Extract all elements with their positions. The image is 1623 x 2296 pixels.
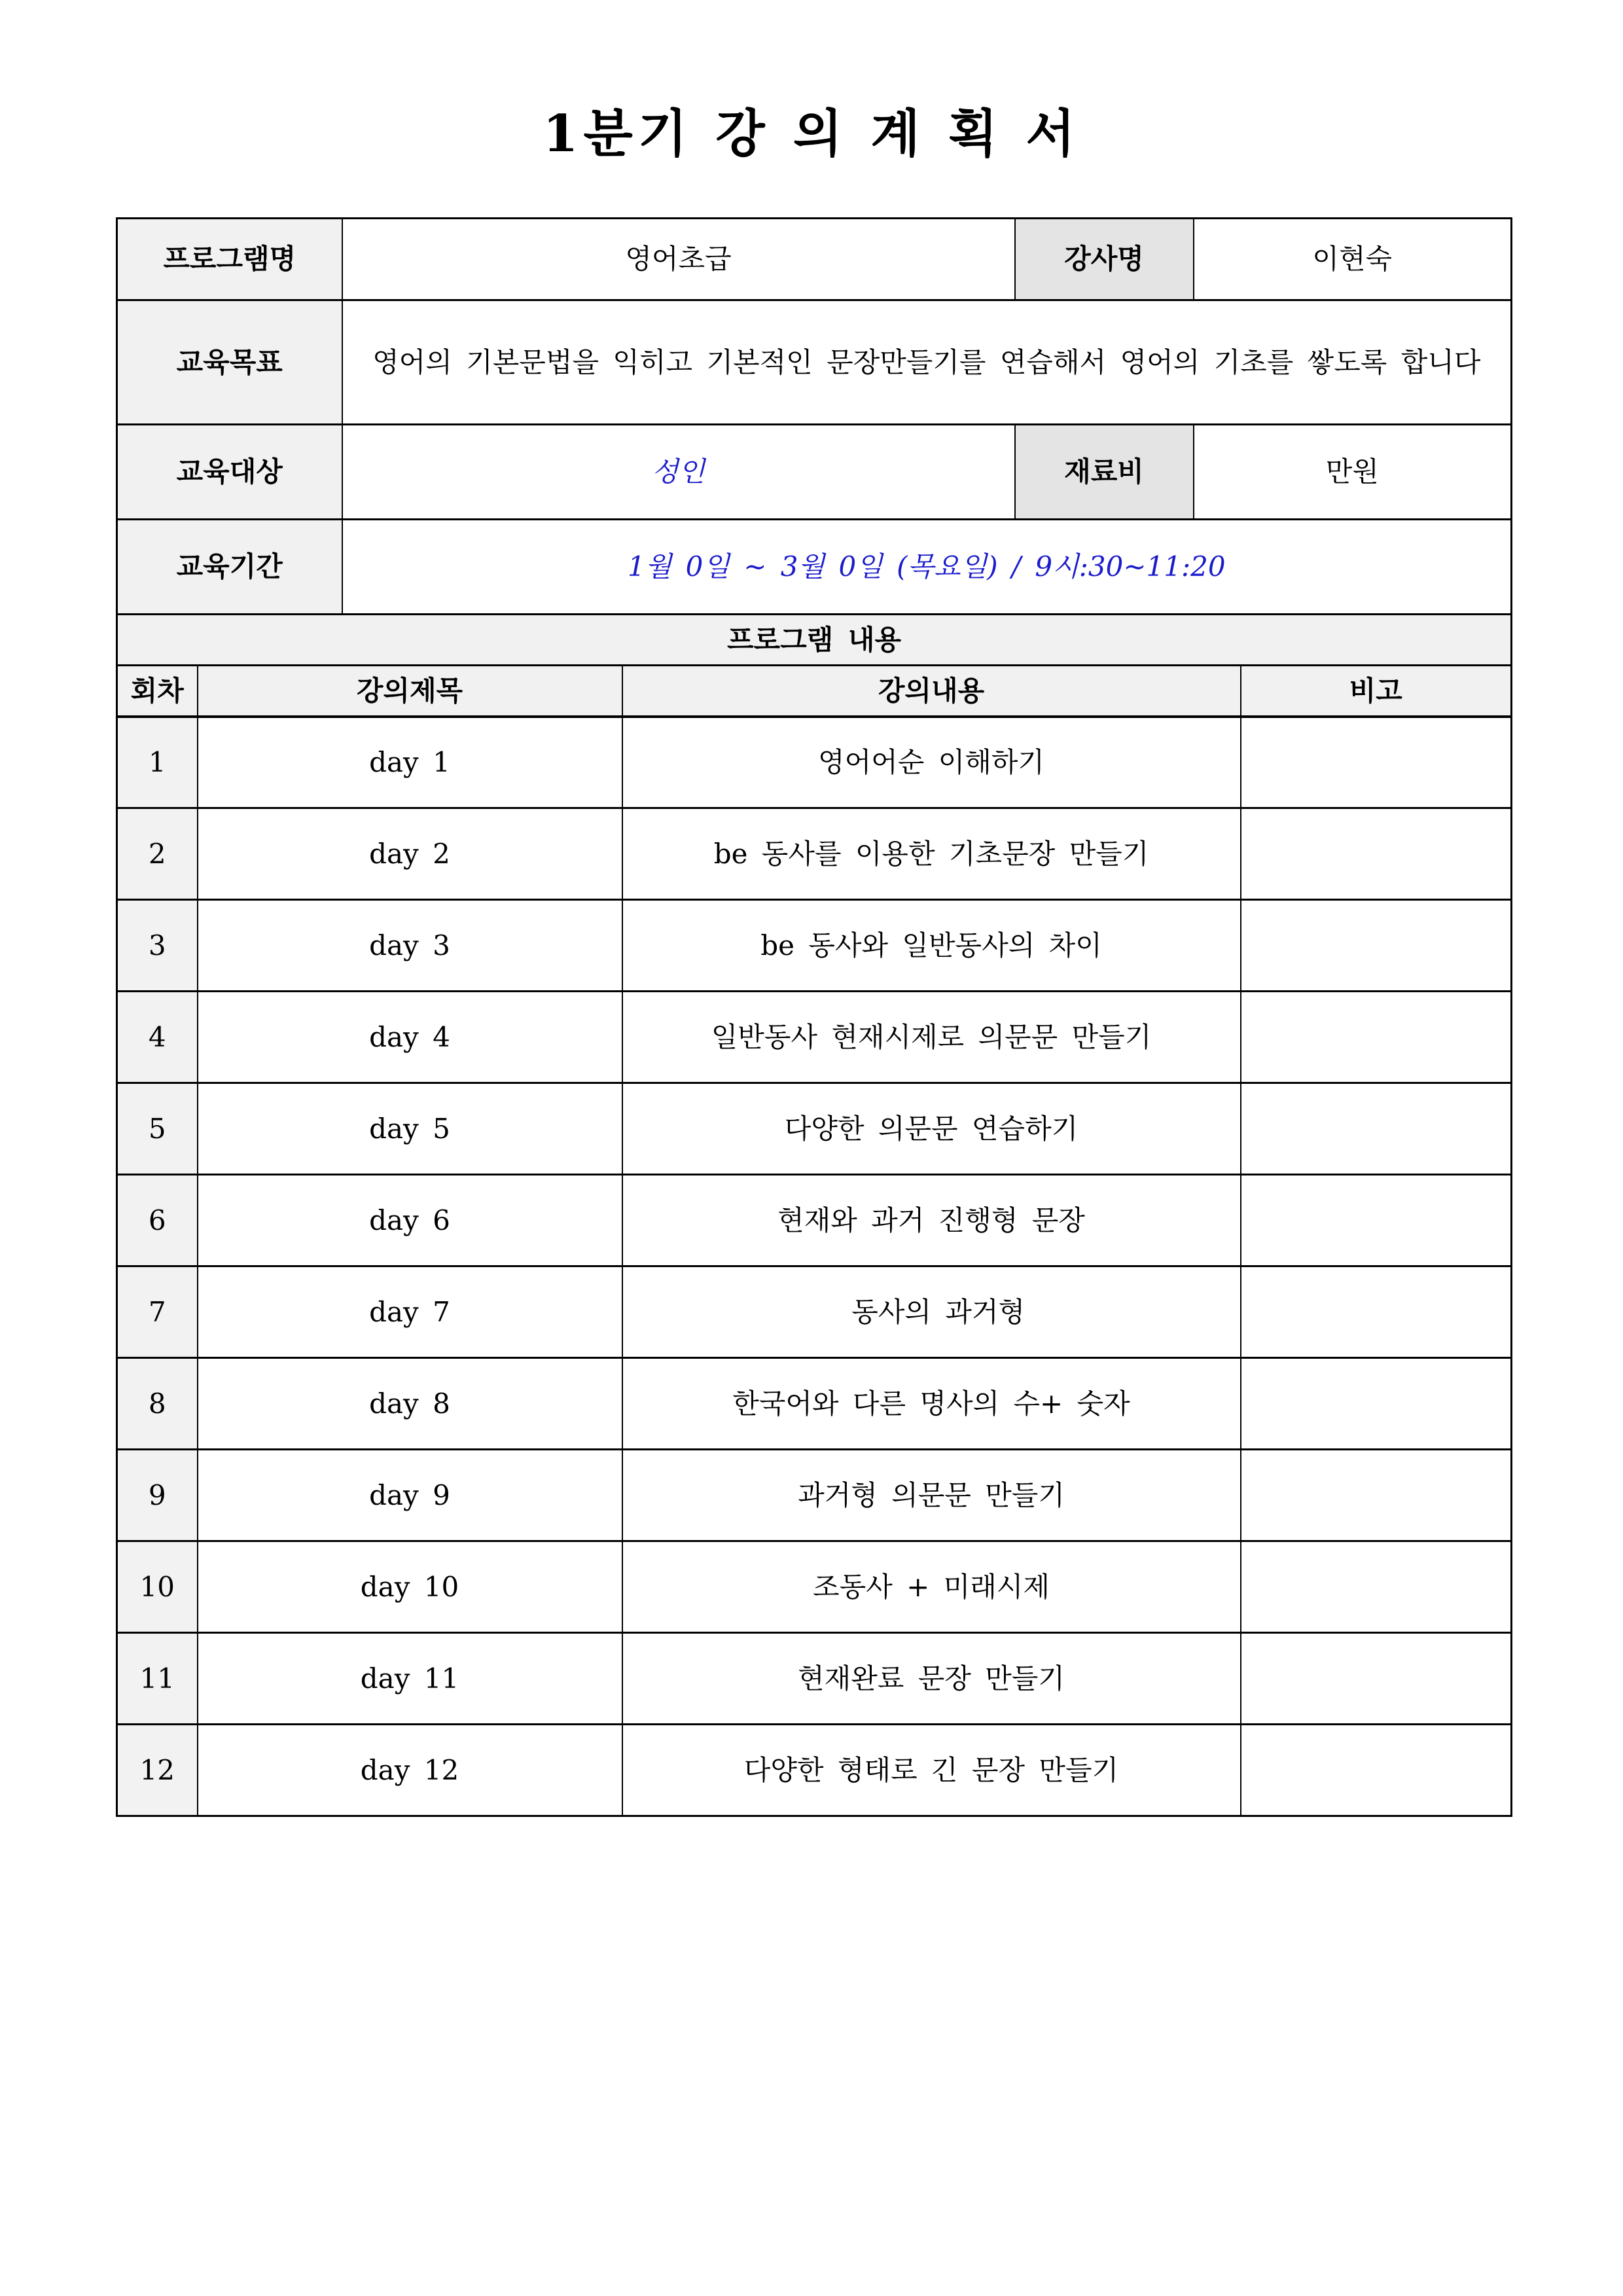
session-row bbox=[117, 900, 1512, 992]
note-cell bbox=[1241, 900, 1512, 992]
education-period-label: 교육기간 bbox=[117, 519, 342, 614]
session-no-cell: 11 bbox=[117, 1633, 198, 1725]
note-cell bbox=[1241, 1725, 1512, 1816]
program-content-section-title: 프로그램 내용 bbox=[117, 614, 1512, 665]
session-row bbox=[117, 1725, 1512, 1816]
lecture-plan-table bbox=[116, 217, 1512, 1818]
education-target-value: 성인 bbox=[342, 424, 1015, 519]
lecture-title-cell: day 10 bbox=[198, 1541, 622, 1633]
lecture-content-cell: 영어어순 이해하기 bbox=[622, 717, 1241, 808]
education-target-row bbox=[117, 424, 1512, 519]
session-no-cell: 3 bbox=[117, 900, 198, 992]
session-row bbox=[117, 1266, 1512, 1358]
lecture-content-cell: 현재와 과거 진행형 문장 bbox=[622, 1175, 1241, 1266]
lecture-content-cell: 조동사 + 미래시제 bbox=[622, 1541, 1241, 1633]
program-name-label: 프로그램명 bbox=[117, 218, 342, 300]
lecture-content-cell: 한국어와 다른 명사의 수+ 숫자 bbox=[622, 1358, 1241, 1450]
lecture-content-cell: be 동사를 이용한 기초문장 만들기 bbox=[622, 808, 1241, 900]
note-cell bbox=[1241, 1083, 1512, 1175]
lecture-title-cell: day 9 bbox=[198, 1450, 622, 1541]
program-content-section-row bbox=[117, 614, 1512, 665]
education-goal-row bbox=[117, 300, 1512, 424]
instructor-label: 강사명 bbox=[1015, 218, 1194, 300]
header-lecture-title: 강의제목 bbox=[198, 665, 622, 717]
lecture-title-cell: day 5 bbox=[198, 1083, 622, 1175]
lecture-title-cell: day 6 bbox=[198, 1175, 622, 1266]
education-period-row bbox=[117, 519, 1512, 614]
lecture-title-cell: day 2 bbox=[198, 808, 622, 900]
note-cell bbox=[1241, 1175, 1512, 1266]
lecture-content-cell: 현재완료 문장 만들기 bbox=[622, 1633, 1241, 1725]
session-no-cell: 8 bbox=[117, 1358, 198, 1450]
lecture-title-cell: day 3 bbox=[198, 900, 622, 992]
note-cell bbox=[1241, 1450, 1512, 1541]
session-row bbox=[117, 1541, 1512, 1633]
note-cell bbox=[1241, 1266, 1512, 1358]
note-cell bbox=[1241, 1358, 1512, 1450]
header-session-no: 회차 bbox=[117, 665, 198, 717]
session-no-cell: 9 bbox=[117, 1450, 198, 1541]
education-target-label: 교육대상 bbox=[117, 424, 342, 519]
instructor-value: 이현숙 bbox=[1194, 218, 1512, 300]
lecture-title-cell: day 1 bbox=[198, 717, 622, 808]
session-no-cell: 6 bbox=[117, 1175, 198, 1266]
session-row bbox=[117, 808, 1512, 900]
document-title: 1분기 강 의 계 획 서 bbox=[543, 104, 1080, 164]
header-lecture-content: 강의내용 bbox=[622, 665, 1241, 717]
note-cell bbox=[1241, 992, 1512, 1083]
lecture-title-cell: day 12 bbox=[198, 1725, 622, 1816]
lecture-title-cell: day 8 bbox=[198, 1358, 622, 1450]
session-row bbox=[117, 717, 1512, 808]
lecture-title-cell: day 11 bbox=[198, 1633, 622, 1725]
session-no-cell: 7 bbox=[117, 1266, 198, 1358]
note-cell bbox=[1241, 1633, 1512, 1725]
note-cell bbox=[1241, 1541, 1512, 1633]
lecture-content-cell: 일반동사 현재시제로 의문문 만들기 bbox=[622, 992, 1241, 1083]
lecture-content-cell: 다양한 형태로 긴 문장 만들기 bbox=[622, 1725, 1241, 1816]
header-note: 비고 bbox=[1241, 665, 1512, 717]
lecture-content-cell: 과거형 의문문 만들기 bbox=[622, 1450, 1241, 1541]
session-row bbox=[117, 1175, 1512, 1266]
material-fee-value: 만원 bbox=[1194, 424, 1512, 519]
education-period-value: 1월 0일 ~ 3월 0일 (목요일) / 9시:30~11:20 bbox=[342, 519, 1512, 614]
session-row bbox=[117, 992, 1512, 1083]
session-no-cell: 2 bbox=[117, 808, 198, 900]
lecture-content-cell: be 동사와 일반동사의 차이 bbox=[622, 900, 1241, 992]
session-row bbox=[117, 1450, 1512, 1541]
session-row bbox=[117, 1083, 1512, 1175]
session-row bbox=[117, 1633, 1512, 1725]
note-cell bbox=[1241, 808, 1512, 900]
education-goal-label: 교육목표 bbox=[117, 300, 342, 424]
program-name-row bbox=[117, 218, 1512, 300]
session-no-cell: 4 bbox=[117, 992, 198, 1083]
education-goal-value: 영어의 기본문법을 익히고 기본적인 문장만들기를 연습해서 영어의 기초를 쌓도록 합니다 bbox=[342, 300, 1512, 424]
session-header-row bbox=[117, 665, 1512, 717]
note-cell bbox=[1241, 717, 1512, 808]
session-no-cell: 1 bbox=[117, 717, 198, 808]
material-fee-label: 재료비 bbox=[1015, 424, 1194, 519]
program-name-value: 영어초급 bbox=[342, 218, 1015, 300]
session-no-cell: 5 bbox=[117, 1083, 198, 1175]
lecture-content-cell: 다양한 의문문 연습하기 bbox=[622, 1083, 1241, 1175]
lecture-title-cell: day 7 bbox=[198, 1266, 622, 1358]
lecture-title-cell: day 4 bbox=[198, 992, 622, 1083]
session-no-cell: 12 bbox=[117, 1725, 198, 1816]
lecture-content-cell: 동사의 과거형 bbox=[622, 1266, 1241, 1358]
session-row bbox=[117, 1358, 1512, 1450]
session-no-cell: 10 bbox=[117, 1541, 198, 1633]
